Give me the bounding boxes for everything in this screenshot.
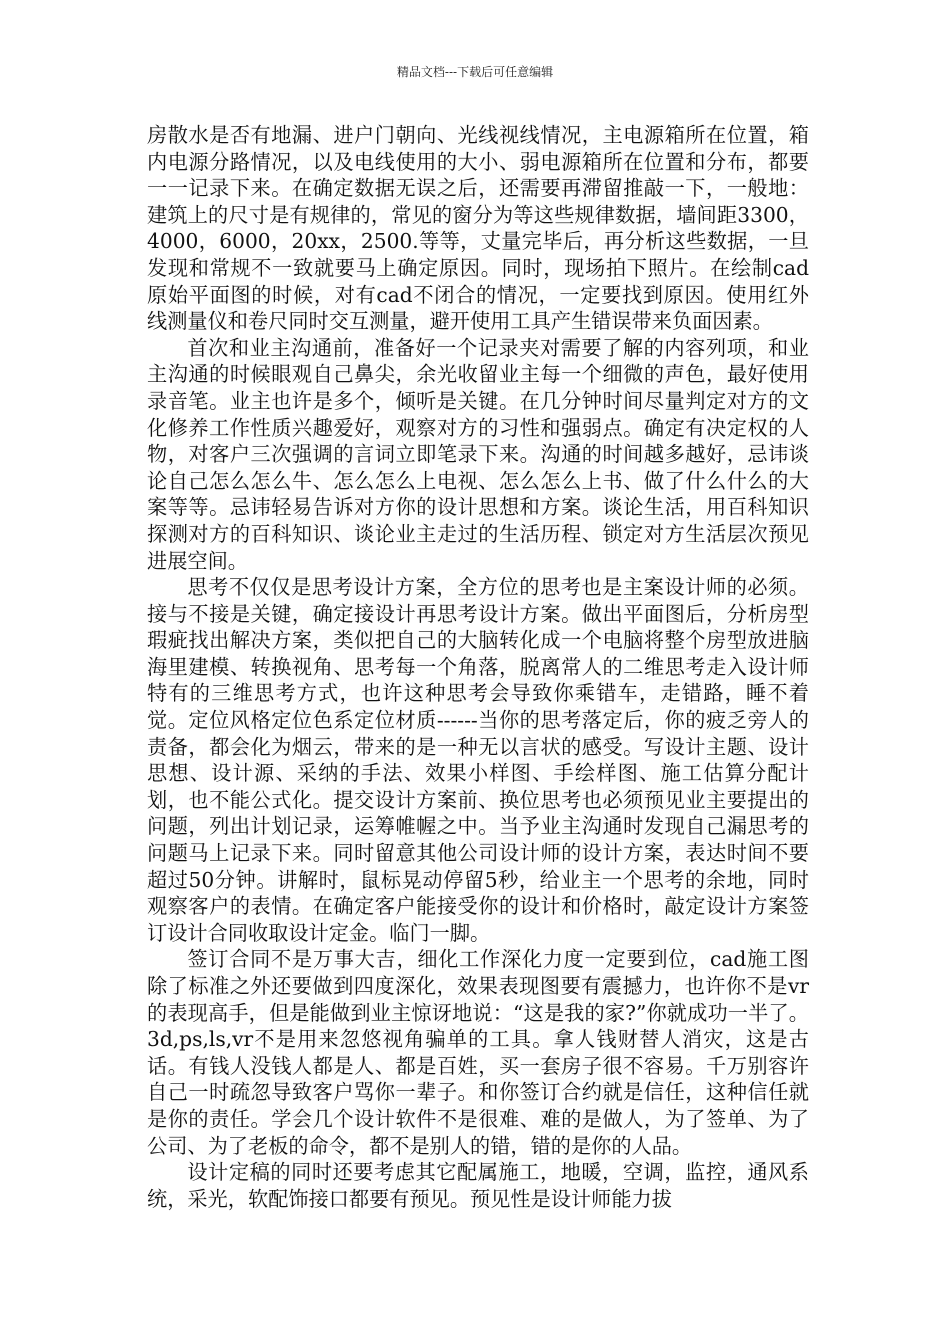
page-header: 精品文档---下载后可任意编辑	[396, 65, 554, 79]
paragraph-1: 房散水是否有地漏、进户门朝向、光线视线情况，主电源箱所在位置，箱内电源分路情况，以及电线使用的大小、弱电源箱所在位置和分布，都要一一记录下来。在确定数据无误之后，还需要再滞留推敲一下，一般地：建筑上的尺寸是有规律的，常见的窗分为等这些规律数据，墙间距3300，4000，6000，20xx，2500.等等，丈量完毕后，再分析这些数据，一旦发现和常规不一致就要马上确定原因。同时，现场拍下照片。在绘制cad原始平面图的时候，对有cad不闭合的情况，一定要找到原因。使用红外线测量仪和卷尺同时交互测量，避开使用工具产生错误带来负面因素。	[147, 123, 809, 334]
paragraph-5: 设计定稿的同时还要考虑其它配属施工，地暖，空调，监控，通风系统，采光，软配饰接口都要有预见。预见性是设计师能力拔	[147, 1160, 809, 1211]
paragraph-2: 首次和业主沟通前，准备好一个记录夹对需要了解的内容列项，和业主沟通的时候眼观自己鼻尖，余光收留业主每一个细微的声色，最好使用录音笔。业主也许是多个，倾听是关键。在几分钟时间尽量判定对方的文化修养工作性质兴趣爱好，观察对方的习性和强弱点。确定有决定权的人物，对客户三次强调的言词立即笔录下来。沟通的时间越多越好，忌讳谈论自己怎么怎么牛、怎么怎么上电视、怎么怎么上书、做了什么什么的大案等等。忌讳轻易告诉对方你的设计思想和方案。谈论生活，用百科知识探测对方的百科知识、谈论业主走过的生活历程、锁定对方生活层次预见进展空间。	[147, 335, 809, 573]
paragraph-3: 思考不仅仅是思考设计方案，全方位的思考也是主案设计师的必须。接与不接是关键，确定接设计再思考设计方案。做出平面图后，分析房型瑕疵找出解决方案，类似把自己的大脑转化成一个电脑将整个房型放进脑海里建模、转换视角、思考每一个角落，脱离常人的二维思考走入设计师特有的三维思考方式，也许这种思考会导致你乘错车，走错路，睡不着觉。定位风格定位色系定位材质------当你的思考落定后，你的疲乏旁人的责备，都会化为烟云，带来的是一种无以言状的感受。写设计主题、设计思想、设计源、采纳的手法、效果小样图、手绘样图、施工估算分配计划，也不能公式化。提交设计方案前、换位思考也必须预见业主要提出的问题，列出计划记录，运筹帷幄之中。当予业主沟通时发现自己漏思考的问题马上记录下来。同时留意其他公司设计师的设计方案，表达时间不要超过50分钟。讲解时，鼠标晃动停留5秒，给业主一个思考的余地，同时观察客户的表情。在确定客户能接受你的设计和价格时，敲定设计方案签订设计合同收取设计定金。临门一脚。	[147, 575, 809, 945]
document-body	[147, 122, 809, 1212]
paragraph-4: 签订合同不是万事大吉，细化工作深化力度一定要到位，cad施工图除了标准之外还要做到四度深化，效果表现图要有震撼力，也许你不是vr的表现高手，但是能做到业主惊讶地说：“这是我的家?”你就成功一半了。3d,ps,ls,vr不是用来忽悠视角骗单的工具。拿人钱财替人消灾，这是古话。有钱人没钱人都是人、都是百姓，买一套房子很不容易。千万别容许自己一时疏忽导致客户骂你一辈子。和你签订合约就是信任，这种信任就是你的责任。学会几个设计软件不是很难、难的是做人，为了签单、为了公司、为了老板的命令，都不是别人的错，错的是你的人品。	[147, 947, 809, 1158]
